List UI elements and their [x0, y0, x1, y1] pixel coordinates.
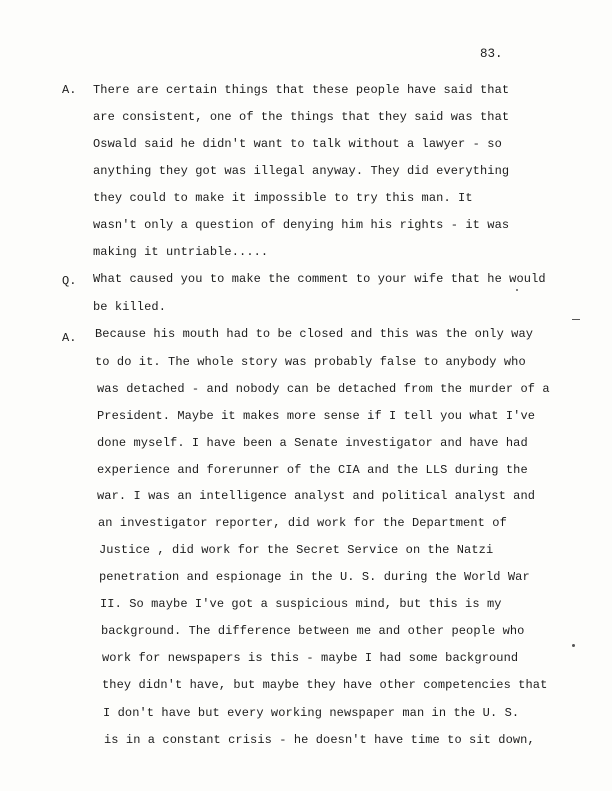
text-line: be killed. [93, 300, 167, 314]
text-line: anything they got was illegal anyway. They did everything [93, 164, 510, 178]
text-line: II. So maybe I've got a suspicious mind, but this is my [100, 597, 502, 611]
answer-label: A. [62, 331, 77, 345]
text-line: I don't have but every working newspaper man in the U. S. [103, 706, 520, 720]
text-line: they didn't have, but maybe they have other competencies that [102, 678, 548, 692]
question-label: Q. [62, 274, 77, 288]
text-line: There are certain things that these people have said that [93, 83, 510, 97]
answer-label: A. [62, 83, 77, 97]
text-line: background. The difference between me and other people who [101, 624, 525, 638]
text-line: Because his mouth had to be closed and this was the only way [95, 327, 534, 341]
text-line: they could to make it impossible to try this man. It [93, 191, 473, 205]
text-line: was detached - and nobody can be detached from the murder of a [97, 382, 550, 396]
text-line: work for newspapers is this - maybe I had some background [102, 651, 519, 665]
text-line: making it untriable..... [93, 245, 269, 259]
text-line: an investigator reporter, did work for the Department of [98, 516, 507, 530]
text-line: wasn't only a question of denying him his rights - it was [93, 218, 510, 232]
text-line: experience and forerunner of the CIA and the LLS during the [97, 463, 528, 477]
text-line: war. I was an intelligence analyst and political analyst and [97, 489, 536, 503]
text-line: are consistent, one of the things that they said was that [93, 110, 510, 124]
text-line: Justice , did work for the Secret Service on the Natzi [99, 543, 494, 557]
margin-dot [572, 644, 575, 647]
page-number: 83. [480, 47, 503, 61]
margin-mark [572, 319, 580, 320]
text-line: to do it. The whole story was probably false to anybody who [95, 355, 526, 369]
scan-dot [516, 289, 518, 291]
text-line: What caused you to make the comment to your wife that he would [93, 272, 546, 286]
text-line: penetration and espionage in the U. S. during the World War [99, 570, 530, 584]
text-line: is in a constant crisis - he doesn't have time to sit down, [104, 733, 535, 747]
text-line: President. Maybe it makes more sense if I tell you what I've [97, 409, 536, 423]
text-line: done myself. I have been a Senate investigator and have had [97, 436, 528, 450]
text-line: Oswald said he didn't want to talk without a lawyer - so [93, 137, 502, 151]
